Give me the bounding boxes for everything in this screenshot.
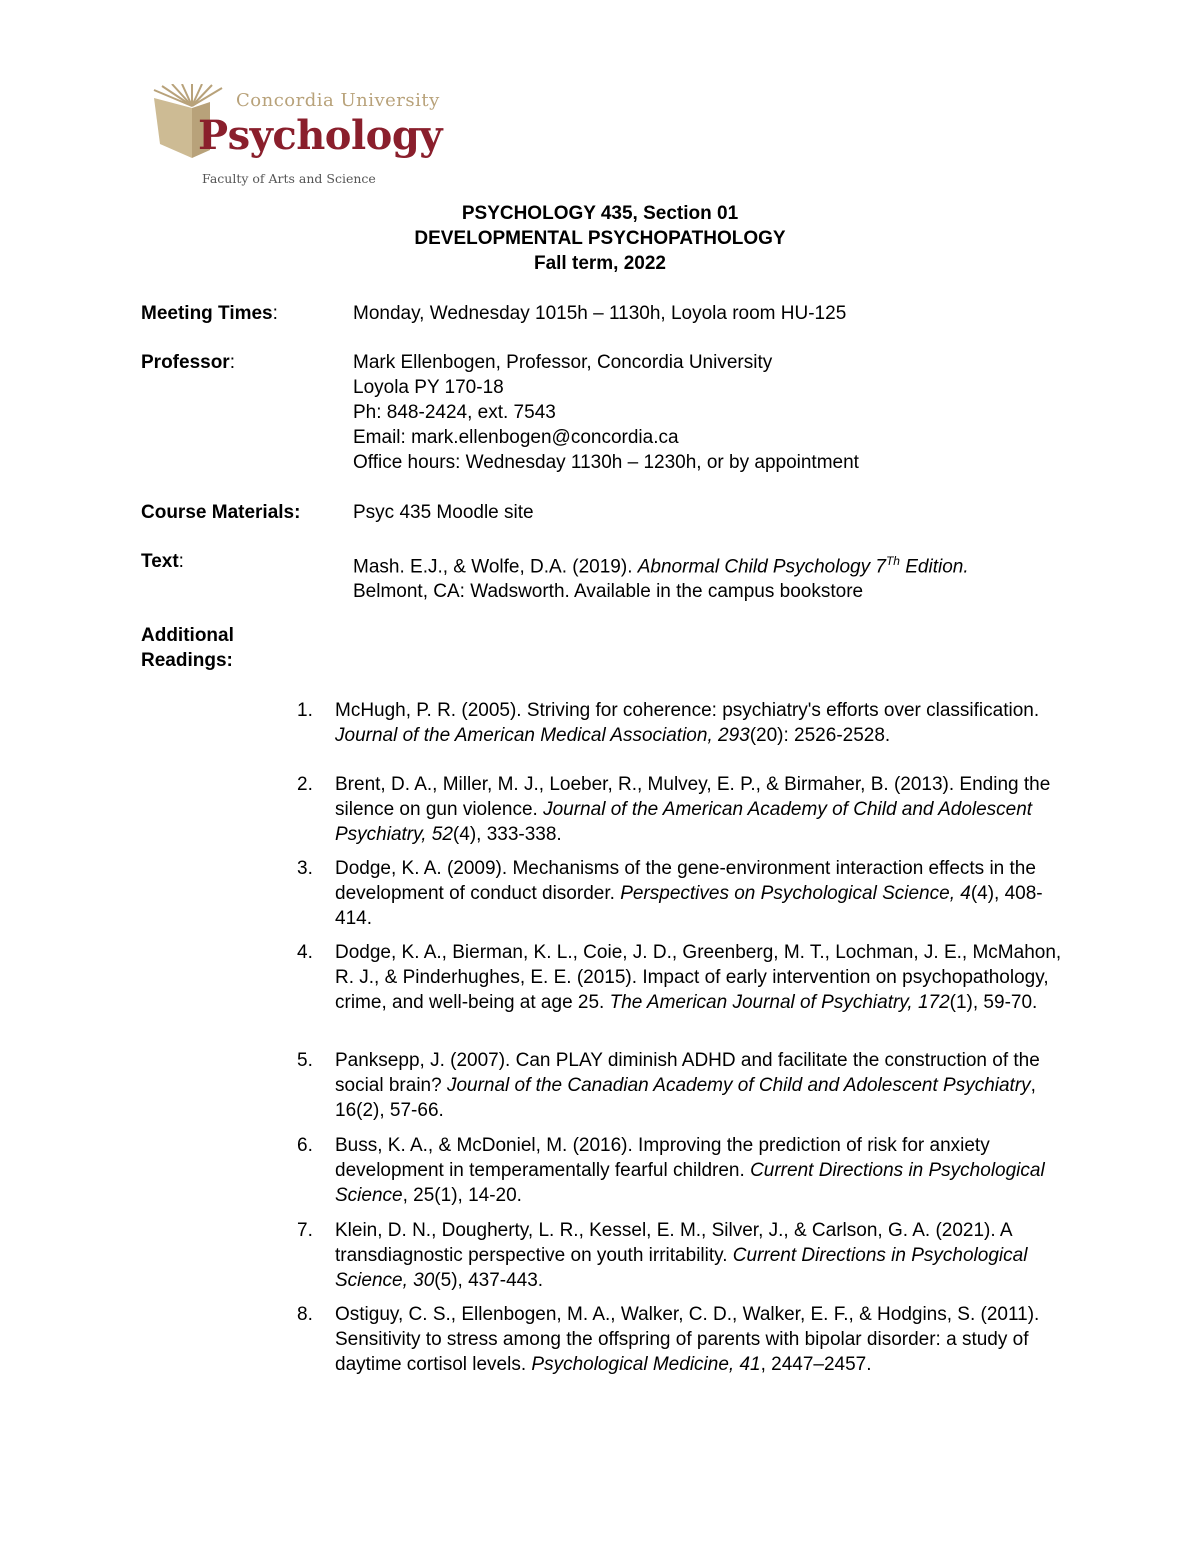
- course-name: DEVELOPMENTAL PSYCHOPATHOLOGY: [414, 228, 786, 249]
- meeting-times-label: Meeting Times: [141, 303, 273, 324]
- course-materials-label: Course Materials:: [141, 502, 301, 523]
- additional-readings-label: Additional: [141, 625, 234, 646]
- university-name: Concordia University: [236, 90, 440, 111]
- textbook-publisher: Belmont, CA: Wadsworth. Available in the campus bookstore: [353, 581, 864, 603]
- textbook-citation: Mash. E.J., & Wolfe, D.A. (2019). Abnormal Child Psychology 7Th Edition.: [353, 554, 969, 578]
- professor-name: Mark Ellenbogen, Professor, Concordia University: [353, 352, 773, 373]
- concordia-psychology-logo: [152, 84, 452, 194]
- professor-office: Loyola PY 170-18: [353, 377, 504, 398]
- course-term: Fall term, 2022: [533, 253, 667, 274]
- department-name: Psychology: [198, 112, 443, 159]
- professor-email: Email: mark.ellenbogen@concordia.ca: [353, 427, 679, 448]
- faculty-name: Faculty of Arts and Science: [202, 171, 376, 186]
- textbook-label: Text: [141, 551, 179, 572]
- syllabus-page: Concordia University Psychology Faculty of Arts and Science PSYCHOLOGY 435, Section 01 DEVELOPMENTAL PSYCHOPATHOLOGY Fall term, 2022 Meeting Times: Monday, Wednesday 1015h – 1130h, Loyola room HU-125 Professor: Mark Ellenbogen, Professor, Concordia University Loyola PY 170-18 Ph: 848-2424, ext. 7543 Email: mark.ellenbogen@concordia.ca Office hours: Wednesday 1130h – 1230h, or by appointment Course Materials: Psyc 435 Moodle site Text: Mash. E.J., & Wolfe, D.A. (2019). Abnormal Child Psychology 7Th Edition. Belmont, CA: Wadsworth. Available in the campus bookstore Additional Readings: 1. McHugh, P. R. (2005). Striving for coherence: psychiatry's efforts over classification. Journal of the American Medical Association, 293(20): 2526-2528. 2. Brent, D. A., Miller, M. J., Loeber, R., Mulvey, E. P., & Birmaher, B. (2013). Ending the silence on gun violence. Journal of the American Academy of Child and Adolescent Psychiatry, 52(4), 333-338. 3. Dodge, K. A. (2009). Mechanisms of the gene-environment interaction effects in the development of conduct disorder. Perspectives on Psychological Science, 4(4), 408-414. 4. Dodge, K. A., Bierman, K. L., Coie, J. D., Greenberg, M. T., Lochman, J. E., McMahon, R. J., & Pinderhughes, E. E. (2015). Impact of early intervention on psychopathology, crime, and well-being at age 25. The American Journal of Psychiatry, 172(1), 59-70. 5. Panksepp, J. (2007). Can PLAY diminish ADHD and facilitate the construction of the social brain? Journal of the Canadian Academy of Child and Adolescent Psychiatry, 16(2), 57-66. 6. Buss, K. A., & McDoniel, M. (2016). Improving the prediction of risk for anxiety development in temperamentally fearful children. Current Directions in Psychological Science, 25(1), 14-20. 7. Klein, D. N., Dougherty, L. R., Kessel, E. M., Silver, J., & Carlson, G. A. (2021). A transdiagnostic perspective on youth irritability. Current Directions in Psychological Science, 30(5), 437-443. 8. Ostiguy, C. S., Ellenbogen, M. A., Walker, C. D., Walker, E. F., & Hodgins, S. (2011). Sensitivity to stress among the offspring of parents with bipolar disorder: a study of daytime cortisol levels. Psychological Medicine, 41, 2447–2457.: [0, 0, 1200, 1553]
- course-number: PSYCHOLOGY 435, Section 01: [461, 203, 739, 224]
- office-hours: Office hours: Wednesday 1130h – 1230h, or by appointment: [353, 452, 859, 473]
- course-materials-value: Psyc 435 Moodle site: [353, 502, 534, 523]
- meeting-times-value: Monday, Wednesday 1015h – 1130h, Loyola room HU-125: [353, 303, 847, 324]
- professor-label: Professor: [141, 352, 230, 373]
- professor-phone: Ph: 848-2424, ext. 7543: [353, 402, 556, 423]
- course-header: [0, 201, 1200, 276]
